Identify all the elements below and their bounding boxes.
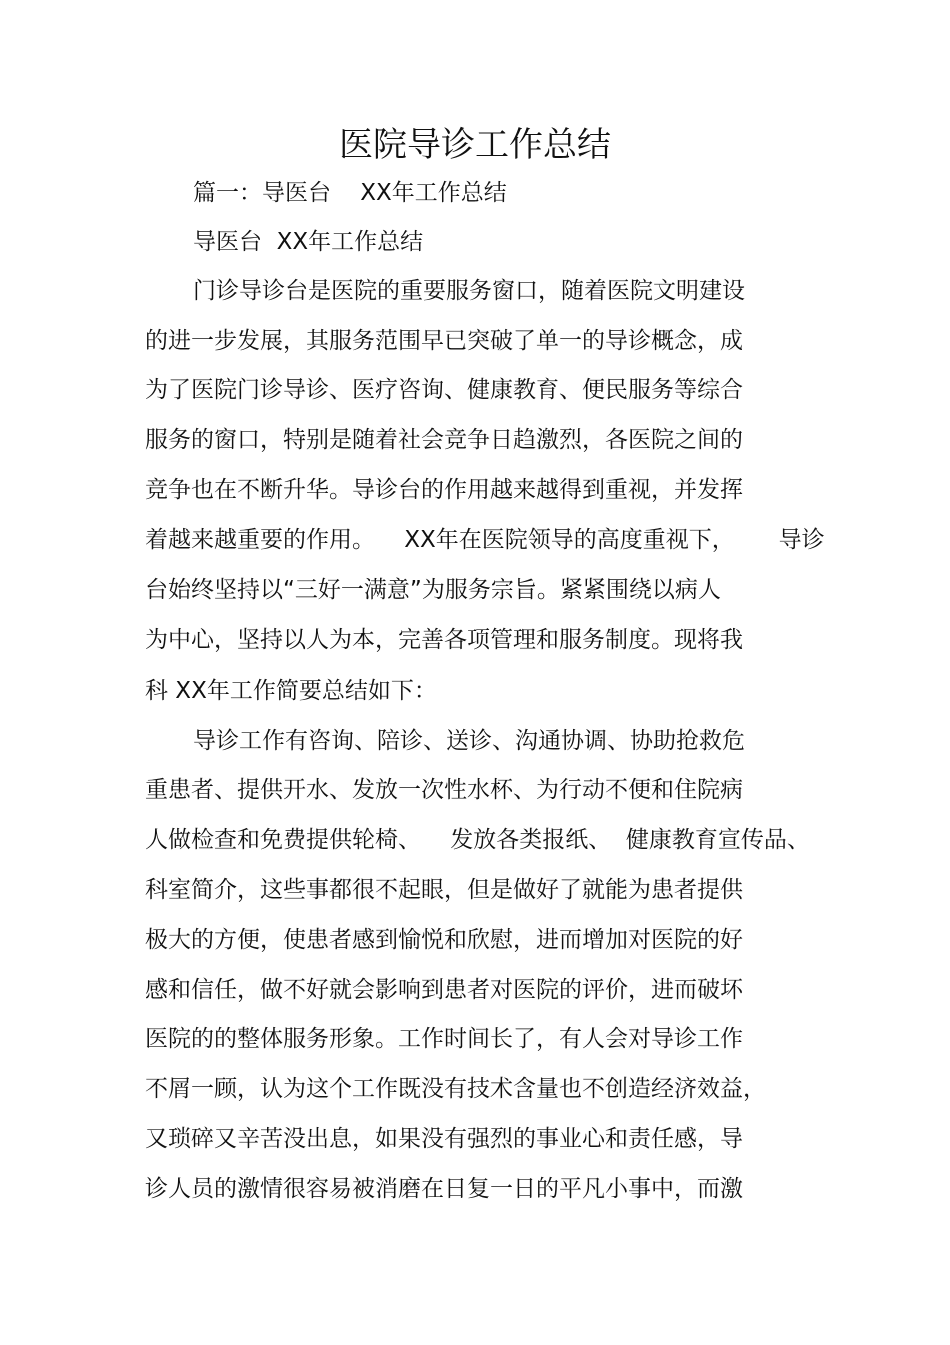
paragraph-line: 竞争也在不断升华。导诊台的作用越来越得到重视，并发挥 [145,477,743,503]
paragraph-line: 台始终坚持以“三好一满意”为服务宗旨。紧紧围绕以病人 [145,577,721,603]
document-title: 医院导诊工作总结 [339,125,611,165]
paragraph-line: 极大的方便，使患者感到愉悦和欣慰，进而增加对医院的好 [145,927,743,953]
paragraph-line: 门诊导诊台是医院的重要服务窗口，随着医院文明建设 [193,278,745,304]
paragraph-line: 不屑一顾，认为这个工作既没有技术含量也不创造经济效益， [145,1076,766,1102]
paragraph-line: 的进一步发展，其服务范围早已突破了单一的导诊概念，成 [145,328,743,354]
section-heading: 篇一：导医台 XX年工作总结 [193,180,507,206]
paragraph-line: 服务的窗口，特别是随着社会竞争日趋激烈，各医院之间的 [145,427,743,453]
paragraph-line: 导诊工作有咨询、陪诊、送诊、沟通协调、协助抢救危 [193,728,745,754]
paragraph-line: 科室简介，这些事都很不起眼，但是做好了就能为患者提供 [145,877,743,903]
paragraph-line: 人做检查和免费提供轮椅、 发放各类报纸、 健康教育宣传品、 [145,827,810,853]
paragraph-line: 重患者、提供开水、发放一次性水杯、为行动不便和住院病 [145,777,743,803]
paragraph-line: 诊人员的激情很容易被消磨在日复一日的平凡小事中，而激 [145,1176,743,1202]
paragraph-line: 医院的的整体服务形象。工作时间长了，有人会对导诊工作 [145,1026,743,1052]
paragraph-line: 感和信任，做不好就会影响到患者对医院的评价，进而破坏 [145,977,743,1003]
paragraph-line: 为中心，坚持以人为本，完善各项管理和服务制度。现将我 [145,627,743,653]
paragraph-line: 为了医院门诊导诊、医疗咨询、健康教育、便民服务等综合 [145,377,743,403]
paragraph-line: 科 XX年工作简要总结如下： [145,678,437,704]
sub-heading: 导医台 XX年工作总结 [193,229,424,255]
paragraph-line: 又琐碎又辛苦没出息，如果没有强烈的事业心和责任感，导 [145,1126,743,1152]
paragraph-line: 着越来越重要的作用。 XX年在医院领导的高度重视下， 导诊 [145,527,825,553]
